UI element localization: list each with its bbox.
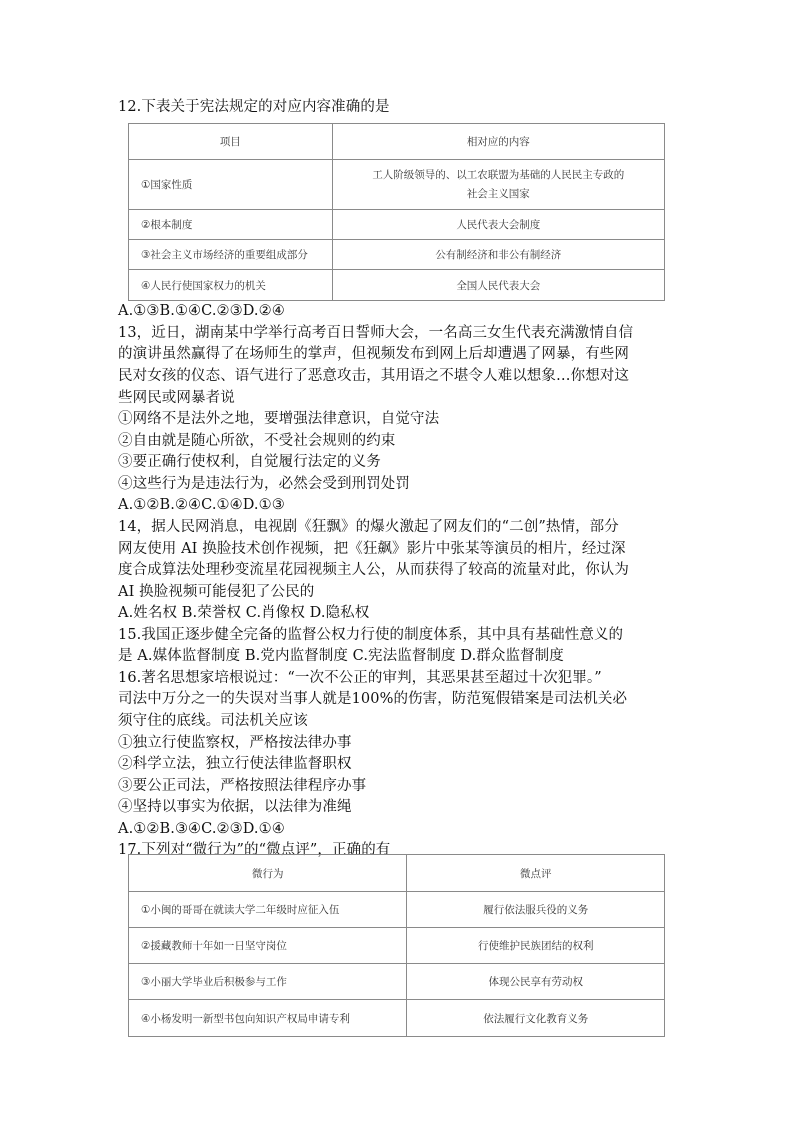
q16-item: ①独立行使监察权，严格按法律办事 bbox=[118, 735, 352, 751]
table-cell-item: ③社会主义市场经济的重要组成部分 bbox=[129, 240, 333, 270]
table-header-cell: 项目 bbox=[129, 124, 333, 160]
q16-item: ③要公正司法，严格按照法律程序办事 bbox=[118, 778, 367, 794]
q16-item: ④坚持以事实为依据，以法律为准绳 bbox=[118, 799, 352, 815]
q13-line: 的演讲虽然赢得了在场师生的掌声，但视频发布到网上后却遭遇了网暴，有些网 bbox=[118, 346, 629, 362]
table-cell-comment: 体现公民享有劳动权 bbox=[407, 964, 665, 1000]
table-cell-action: ③小丽大学毕业后积极参与工作 bbox=[129, 964, 407, 1000]
table-row bbox=[129, 928, 665, 964]
q14-line: 14，据人民网消息，电视剧《狂飘》的爆火激起了网友们的“二创”热情，部分 bbox=[118, 519, 619, 535]
q13-item: ①网络不是法外之地，要增强法律意识，自觉守法 bbox=[118, 411, 440, 427]
table-header-cell: 微点评 bbox=[407, 855, 665, 892]
q13-item: ④这些行为是违法行为，必然会受到刑罚处罚 bbox=[118, 476, 410, 492]
table-header-row bbox=[129, 855, 665, 892]
table-row bbox=[129, 210, 665, 240]
q12-table bbox=[128, 123, 665, 301]
table-cell-comment: 行使维护民族团结的权利 bbox=[407, 928, 665, 964]
q16-line: 16.著名思想家培根说过：“一次不公正的审判，其恶果甚至超过十次犯罪。” bbox=[118, 670, 602, 686]
table-cell-item: ②根本制度 bbox=[129, 210, 333, 240]
table-header-cell: 微行为 bbox=[129, 855, 407, 892]
q13-line: 民对女孩的仪态、语气进行了恶意攻击，其用语之不堪令人难以想象…你想对这 bbox=[118, 368, 629, 384]
table-cell-content: 人民代表大会制度 bbox=[332, 210, 664, 240]
table-header-row bbox=[129, 124, 665, 160]
q15-line: 15.我国正逐步健全完备的监督公权力行使的制度体系，其中具有基础性意义的 bbox=[118, 627, 624, 643]
table-row bbox=[129, 240, 665, 270]
q12-stem: 12.下表关于宪法规定的对应内容准确的是 bbox=[118, 99, 390, 115]
table-row bbox=[129, 270, 665, 301]
q14-line: AI 换脸视频可能侵犯了公民的 bbox=[118, 584, 315, 600]
q12-options: A.①③B.①④C.②③D.②④ bbox=[118, 303, 285, 319]
q16-line: 司法中万分之一的失误对当事人就是100%的伤害，防范冤假错案是司法机关必 bbox=[118, 691, 628, 707]
table-cell-action: ④小杨发明一新型书包向知识产权局申请专利 bbox=[129, 1000, 407, 1037]
q16-line: 须守住的底线。司法机关应该 bbox=[118, 713, 308, 729]
q13-line: 些网民或网暴者说 bbox=[118, 390, 235, 406]
q13-item: ③要正确行使权利，自觉履行法定的义务 bbox=[118, 454, 381, 470]
q17-table bbox=[128, 854, 665, 1037]
table-row bbox=[129, 1000, 665, 1037]
table-cell-action: ①小闽的哥哥在就读大学二年级时应征入伍 bbox=[129, 892, 407, 928]
q14-line: 度合成算法处理秒变流星花园视频主人公，从而获得了较高的流量对此，你认为 bbox=[118, 562, 629, 578]
q14-options: A.姓名权 B.荣誉权 C.肖像权 D.隐私权 bbox=[118, 605, 370, 621]
q17-stem: 17.下列对“微行为”的“微点评”，正确的有 bbox=[118, 842, 391, 858]
q13-item: ②自由就是随心所欲，不受社会规则的约束 bbox=[118, 433, 396, 449]
table-cell-content bbox=[332, 160, 664, 210]
q16-item: ②科学立法，独立行使法律监督职权 bbox=[118, 756, 352, 772]
q13-line: 13，近日，湖南某中学举行高考百日誓师大会，一名高三女生代表充满激情自信 bbox=[118, 325, 634, 341]
q15-line: 是 A.媒体监督制度 B.党内监督制度 C.宪法监督制度 D.群众监督制度 bbox=[118, 648, 564, 664]
table-header-cell: 相对应的内容 bbox=[332, 124, 664, 160]
table-row bbox=[129, 160, 665, 210]
table-cell-item: ①国家性质 bbox=[129, 160, 333, 210]
table-cell-item: ④人民行使国家权力的机关 bbox=[129, 270, 333, 301]
table-cell-content: 公有制经济和非公有制经济 bbox=[332, 240, 664, 270]
content-line: 工人阶级领导的、以工农联盟为基础的人民民主专政的 bbox=[372, 168, 625, 181]
table-cell-action: ②援藏教师十年如一日坚守岗位 bbox=[129, 928, 407, 964]
content-line: 社会主义国家 bbox=[466, 187, 530, 200]
table-cell-content: 全国人民代表大会 bbox=[332, 270, 664, 301]
table-row bbox=[129, 964, 665, 1000]
table-row bbox=[129, 892, 665, 928]
q14-line: 网友使用 AI 换脸技术创作视频，把《狂飙》影片中张某等演员的相片，经过深 bbox=[118, 541, 626, 557]
q13-options: A.①②B.②④C.①④D.①③ bbox=[118, 497, 285, 513]
q16-options: A.①②B.③④C.②③D.①④ bbox=[118, 821, 285, 837]
table-cell-comment: 履行依法服兵役的义务 bbox=[407, 892, 665, 928]
table-cell-comment: 依法履行文化教育义务 bbox=[407, 1000, 665, 1037]
